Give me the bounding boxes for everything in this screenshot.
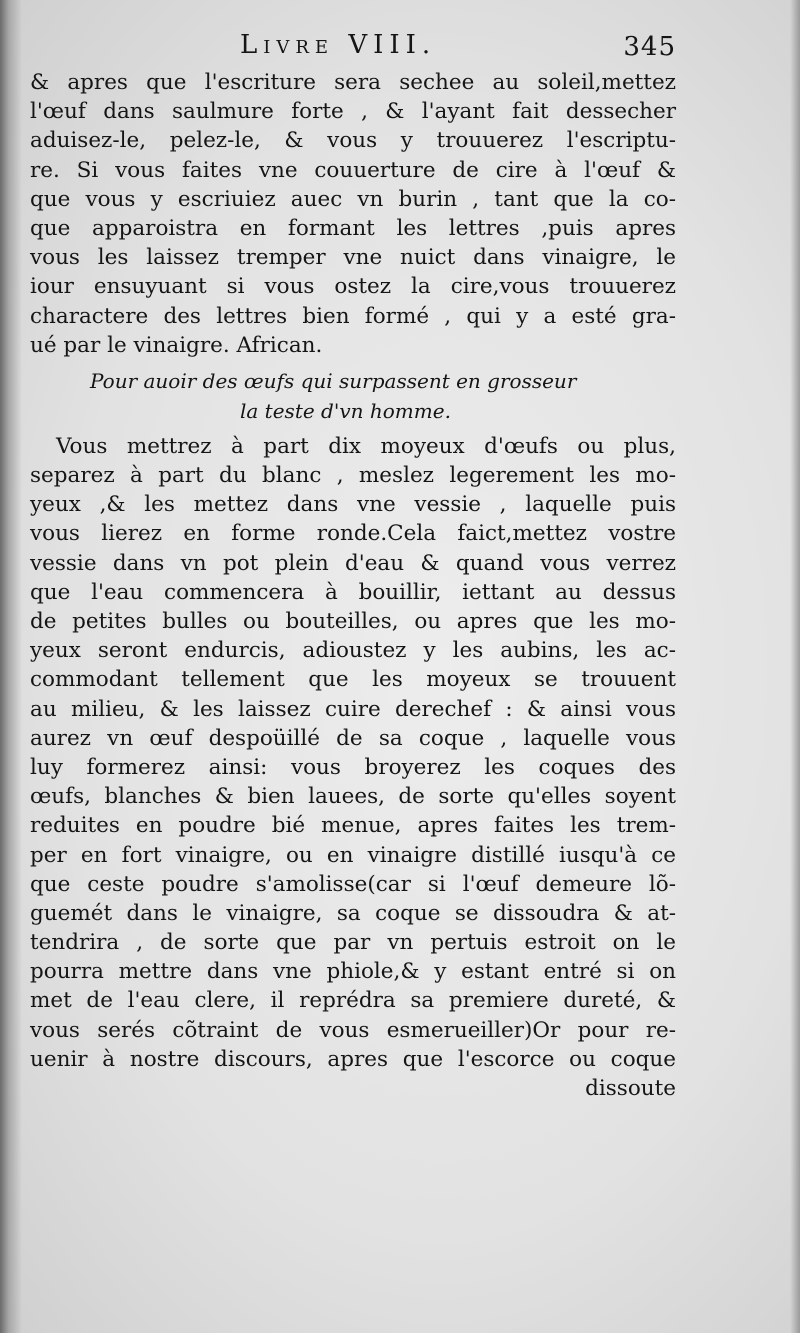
text-line: vous les laissez tremper vne nuict dans vinaigre, le (30, 245, 676, 271)
text-line: pourra mettre dans vne phiole,& y estant entré si on (30, 959, 676, 985)
catchword: dissoute (585, 1076, 676, 1101)
text-line: l'œuf dans saulmure forte , & l'ayant fait dessecher (30, 99, 676, 125)
text-line: re. Si vous faites vne couuerture de cire à l'œuf & (30, 157, 676, 183)
text-line: per en fort vinaigre, ou en vinaigre distillé iusqu'à ce (30, 842, 676, 868)
text-line: guemét dans le vinaigre, sa coque se dissoudra & at- (30, 900, 676, 926)
page-header (30, 28, 676, 68)
catchword-row (30, 1074, 676, 1104)
text-line: iour ensuyuant si vous ostez la cire,vous trouuerez (30, 274, 676, 300)
text-line: vous serés cõtraint de vous esmerueiller)Or pour re- (30, 1017, 676, 1043)
page-number: 345 (623, 32, 676, 62)
text-line: œufs, blanches & bien lauees, de sorte qu'elles soyent (30, 784, 676, 810)
text-line: separez à part du blanc , meslez legerement les mo- (30, 463, 676, 489)
text-line: commodant tellement que les moyeux se trouuent (30, 667, 676, 693)
text-line: que apparoistra en formant les lettres ,puis apres (30, 215, 676, 241)
text-line: tendrira , de sorte que par vn pertuis estroit on le (30, 930, 676, 956)
text-line: de petites bulles ou bouteilles, ou apres que les mo- (30, 609, 676, 634)
paragraph-1 (30, 68, 676, 360)
text-line: Vous mettrez à part dix moyeux d'œufs ou plus, (56, 433, 676, 459)
text-line: aduisez-le, pelez-le, & vous y trouuerez l'escriptu- (30, 128, 676, 154)
section-heading (30, 366, 676, 426)
text-line: que vous y escriuiez auec vn burin , tant que la co- (30, 186, 676, 212)
text-block (30, 28, 676, 1104)
text-line: charactere des lettres bien formé , qui y a esté gra- (30, 303, 676, 329)
section-heading-line: la teste d'vn homme. (240, 398, 451, 423)
text-line: & apres que l'escriture sera sechee au soleil,mettez (30, 70, 676, 95)
paragraph-2 (30, 432, 676, 1074)
section-heading-line: Pour auoir des œufs qui surpassent en grosseur (90, 368, 577, 393)
text-line: uenir à nostre discours, apres que l'escorce ou coque (30, 1046, 676, 1072)
text-line: que ceste poudre s'amolisse(car si l'œuf demeure lõ- (30, 871, 676, 897)
text-line: aurez vn œuf despoüillé de sa coque , laquelle vous (30, 725, 676, 751)
text-line: luy formerez ainsi: vous broyerez les coques des (30, 754, 676, 780)
page-gutter-shadow (0, 0, 22, 1333)
text-line: reduites en poudre bié menue, apres faites les trem- (30, 813, 676, 839)
text-line: yeux seront endurcis, adioustez y les aubins, les ac- (30, 638, 676, 664)
text-line: au milieu, & les laissez cuire derechef : & ainsi vous (30, 696, 676, 722)
page-edge-shadow (790, 0, 800, 1333)
text-line: ué par le vinaigre. African. (30, 332, 323, 358)
text-line: vous lierez en forme ronde.Cela faict,mettez vostre (30, 521, 676, 547)
text-line: met de l'eau clere, il reprédra sa premiere dureté, & (30, 988, 676, 1014)
text-line: que l'eau commencera à bouillir, iettant au dessus (30, 579, 676, 605)
text-line: vessie dans vn pot plein d'eau & quand vous verrez (30, 550, 676, 576)
text-line: yeux ,& les mettez dans vne vessie , laquelle puis (30, 492, 676, 518)
running-head: Livre VIII. (240, 30, 437, 60)
